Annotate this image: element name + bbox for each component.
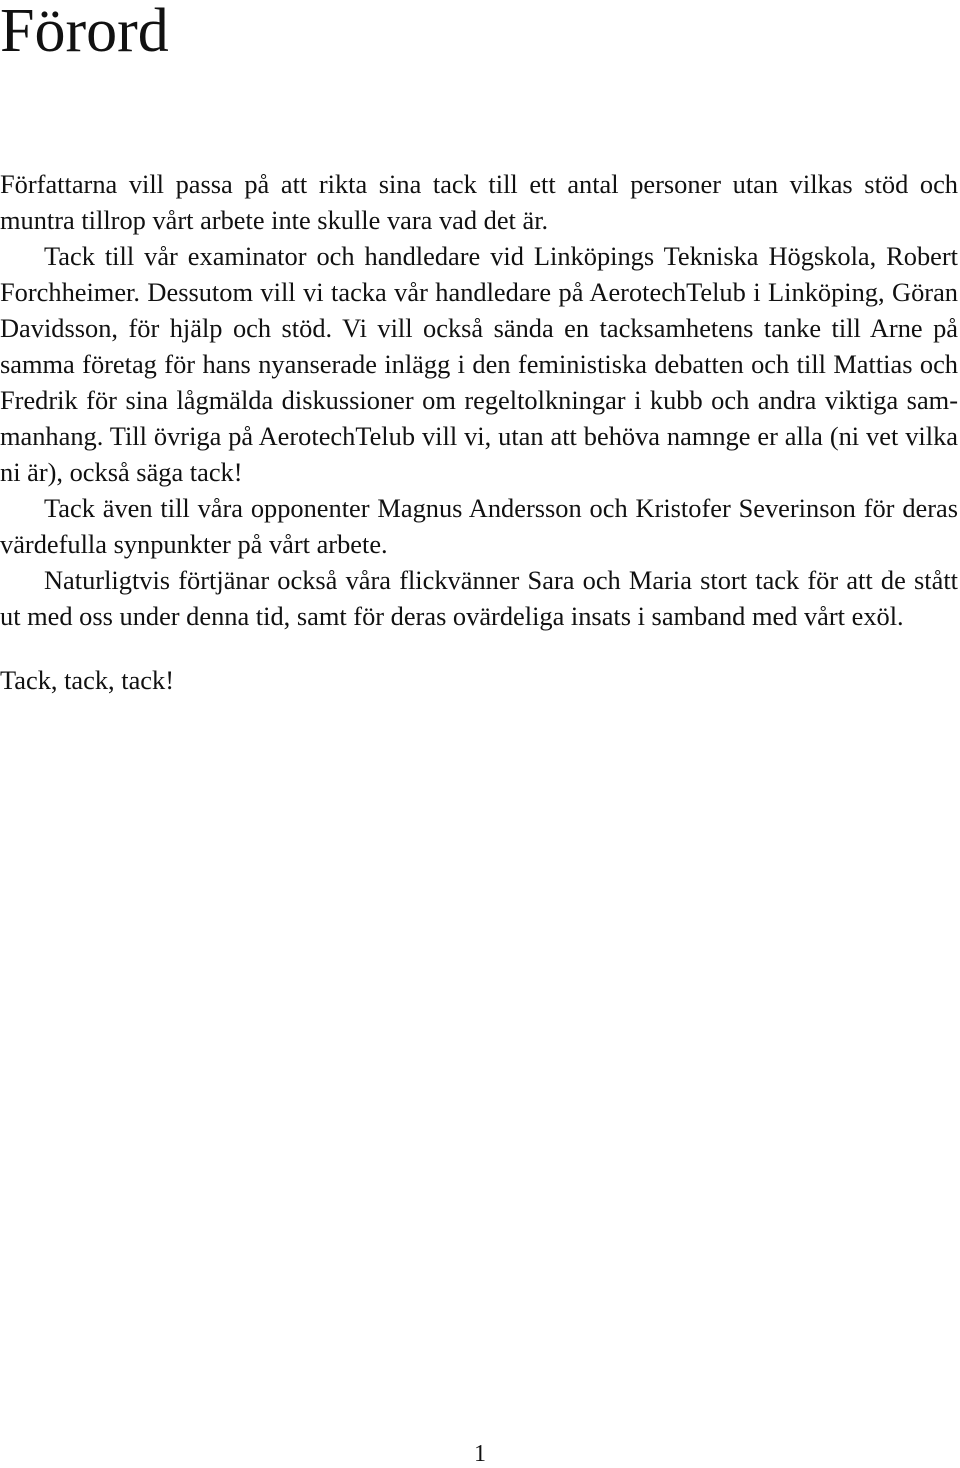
- paragraph-opponents: Tack även till våra opponenter Magnus Andersson och Kristofer Severinson för deras värdefulla synpunkter på vårt arbete.: [0, 493, 958, 559]
- closing-line: Tack, tack, tack!: [0, 665, 174, 695]
- paragraph-supervisors: Tack till vår examinator och handledare vid Linköpings Tekniska Högskola, Robert Forchheimer. Dessutom vill vi tacka vår handledare på AerotechTelub i Linköping, Göran Davidsson, för hjälp och stöd. Vi vill också sända en tacksamhetens tanke till Arne på samma företag för hans nyanserade inlägg i den feministiska debatten och till Mattias och Fredrik för sina lågmälda diskussioner om regeltolkningar i kubb och andra viktiga sammanhang. Till övriga på AerotechTelub vill vi, utan att behöva namnge er alla (ni vet vilka ni är), också säga tack!: [0, 241, 958, 487]
- paragraph-girlfriends: Naturligtvis förtjänar också våra flickvänner Sara och Maria stort tack för att de stått ut med oss under denna tid, samt för deras ovärdeliga insats i samband med vårt exöl.: [0, 565, 958, 631]
- body-text: [0, 166, 958, 698]
- paragraph-intro: Författarna vill passa på att rikta sina tack till ett antal personer utan vilkas stöd och muntra tillrop vårt arbete inte skulle vara vad det är.: [0, 169, 958, 235]
- page-title: Förord: [0, 0, 169, 65]
- page-number: 1: [474, 1441, 486, 1467]
